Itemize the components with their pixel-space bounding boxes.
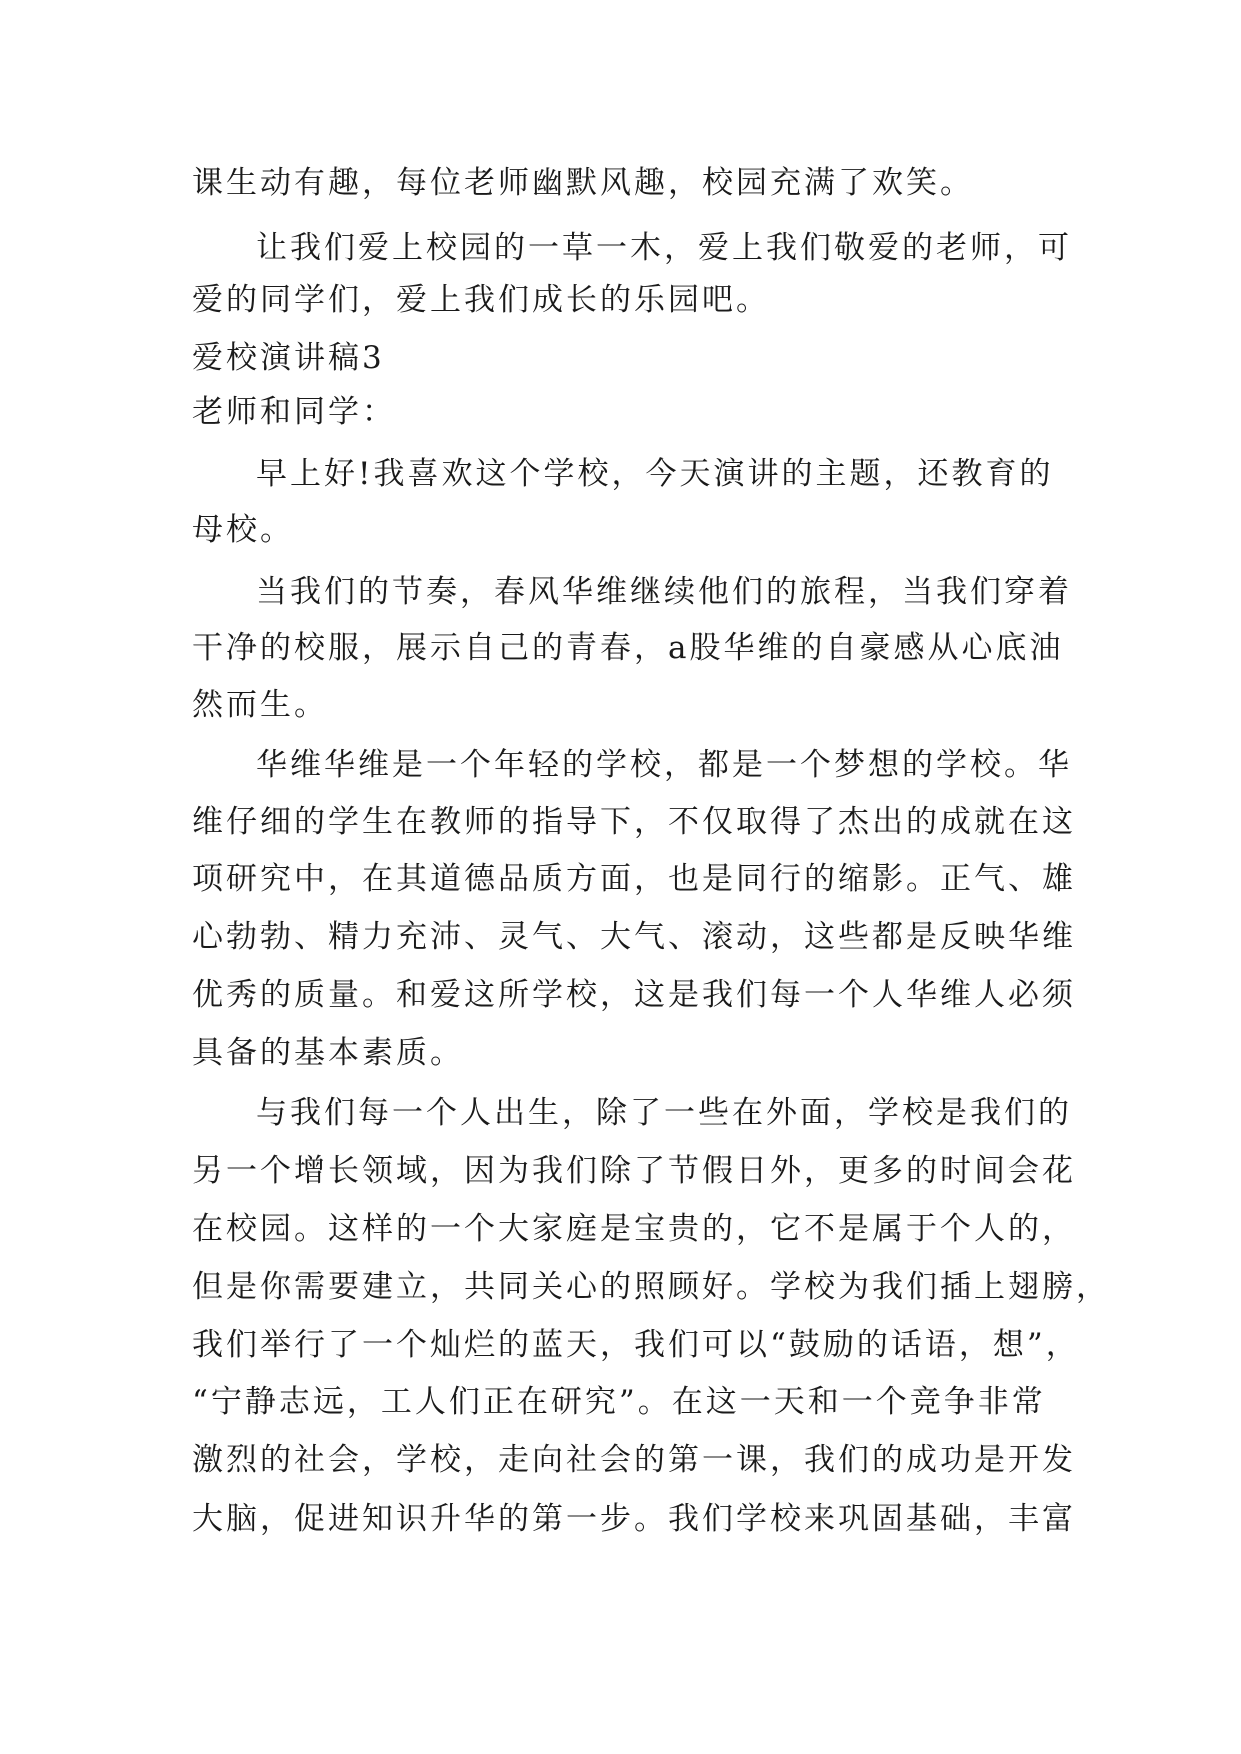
text-line: 另一个增长领域，因为我们除了节假日外，更多的时间会花	[192, 1153, 1076, 1189]
text-line: 在校园。这样的一个大家庭是宝贵的，它不是属于个人的，	[192, 1211, 1076, 1247]
section-title: 爱校演讲稿3	[192, 340, 385, 376]
text-line: “宁静志远，工人们正在研究”。在这一天和一个竞争非常	[192, 1384, 1046, 1420]
paragraph-first-line: 与我们每一个人出生，除了一些在外面，学校是我们的	[256, 1095, 1072, 1131]
text-line: 我们举行了一个灿烂的蓝天，我们可以“鼓励的话语，想”，	[192, 1327, 1080, 1363]
text-line: 干净的校服，展示自己的青春，a股华维的自豪感从心底油	[192, 630, 1064, 666]
text-line: 然而生。	[192, 687, 328, 723]
text-line: 优秀的质量。和爱这所学校，这是我们每一个人华维人必须	[192, 977, 1076, 1013]
paragraph-first-line: 早上好!我喜欢这个学校，今天演讲的主题，还教育的	[256, 456, 1054, 492]
text-line: 项研究中，在其道德品质方面，也是同行的缩影。正气、雄	[192, 861, 1076, 897]
text-line: 大脑，促进知识升华的第一步。我们学校来巩固基础，丰富	[192, 1501, 1076, 1537]
salutation: 老师和同学：	[192, 394, 396, 430]
text-line: 具备的基本素质。	[192, 1035, 464, 1071]
paragraph-first-line: 让我们爱上校园的一草一木，爱上我们敬爱的老师，可	[256, 230, 1072, 266]
text-line: 维仔细的学生在教师的指导下，不仅取得了杰出的成就在这	[192, 804, 1076, 840]
text-line: 激烈的社会，学校，走向社会的第一课，我们的成功是开发	[192, 1442, 1076, 1478]
text-line: 心勃勃、精力充沛、灵气、大气、滚动，这些都是反映华维	[192, 919, 1076, 955]
paragraph-first-line: 华维华维是一个年轻的学校，都是一个梦想的学校。华	[256, 747, 1072, 783]
paragraph-first-line: 当我们的节奏，春风华维继续他们的旅程，当我们穿着	[256, 574, 1072, 610]
text-line: 母校。	[192, 512, 294, 548]
text-line: 课生动有趣，每位老师幽默风趣，校园充满了欢笑。	[192, 165, 974, 201]
text-line: 但是你需要建立，共同关心的照顾好。学校为我们插上翅膀，	[192, 1269, 1110, 1305]
text-line: 爱的同学们，爱上我们成长的乐园吧。	[192, 282, 770, 318]
